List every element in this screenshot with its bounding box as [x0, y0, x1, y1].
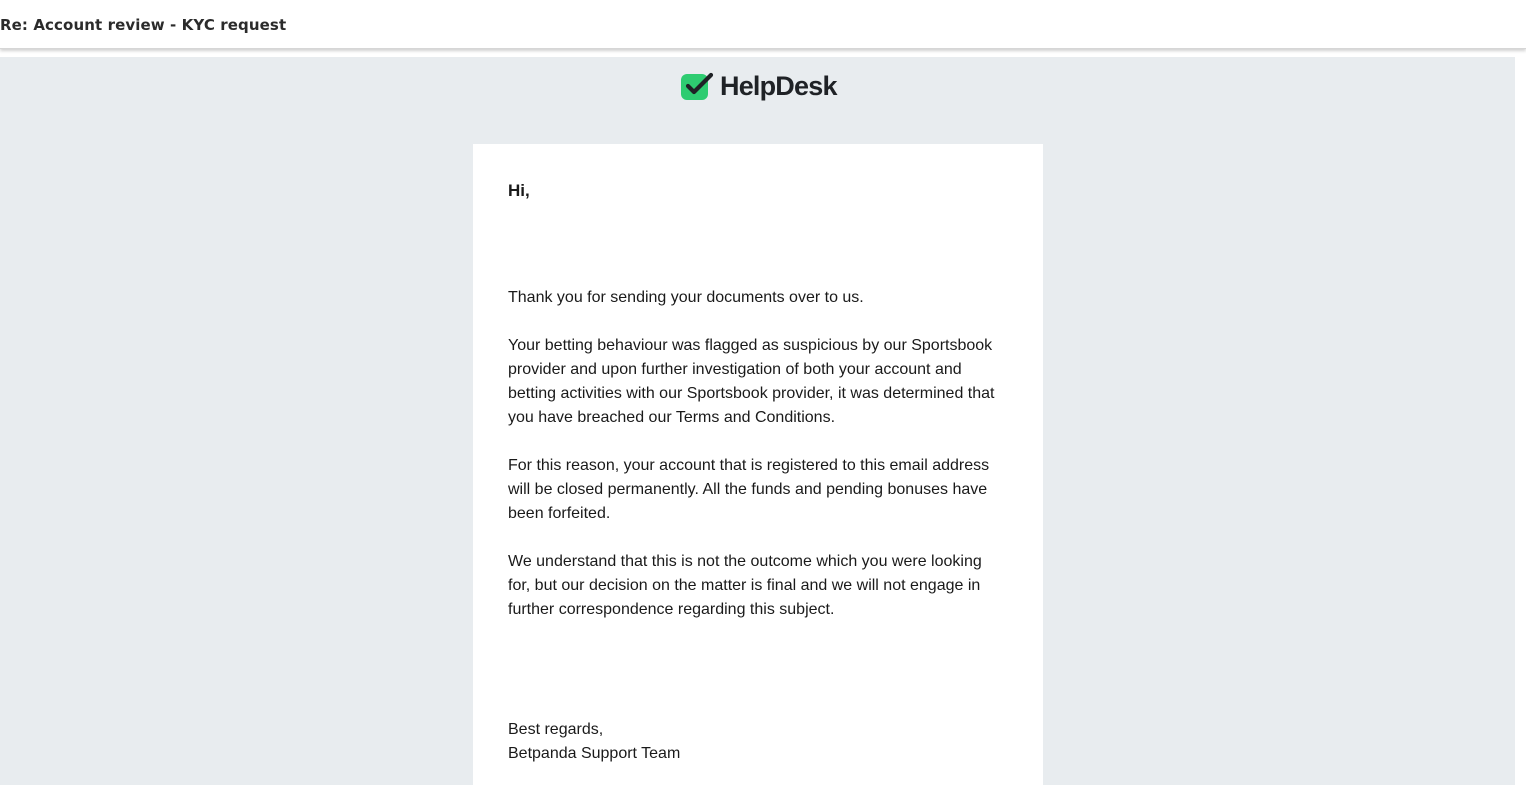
email-content [508, 180, 1008, 766]
email-body-canvas [0, 57, 1515, 785]
signature: Betpanda Support Team [508, 745, 681, 762]
helpdesk-logo-text: HelpDesk [720, 70, 837, 101]
paragraph-final-decision: We understand that this is not the outcome which you were looking for, but our decision on the matter is final and we will not engage in further correspondence regarding this subject. [508, 553, 982, 618]
message-header [0, 0, 1526, 49]
checkmark-badge-icon [680, 71, 714, 101]
paragraph-thanks: Thank you for sending your documents over to us. [508, 289, 864, 306]
helpdesk-logo [680, 70, 837, 102]
email-card [473, 144, 1043, 804]
closing: Best regards, [508, 721, 604, 738]
paragraph-closure: For this reason, your account that is registered to this email address will be closed permanently. All the funds and pending bonuses have been forfeited. [508, 457, 990, 522]
email-subject: Re: Account review - KYC request [0, 16, 287, 34]
paragraph-flagged: Your betting behaviour was flagged as suspicious by our Sportsbook provider and upon further investigation of both your account and betting activities with our Sportsbook provider, it was determined that you have breached our Terms and Conditions. [508, 337, 995, 426]
greeting: Hi, [508, 181, 530, 200]
